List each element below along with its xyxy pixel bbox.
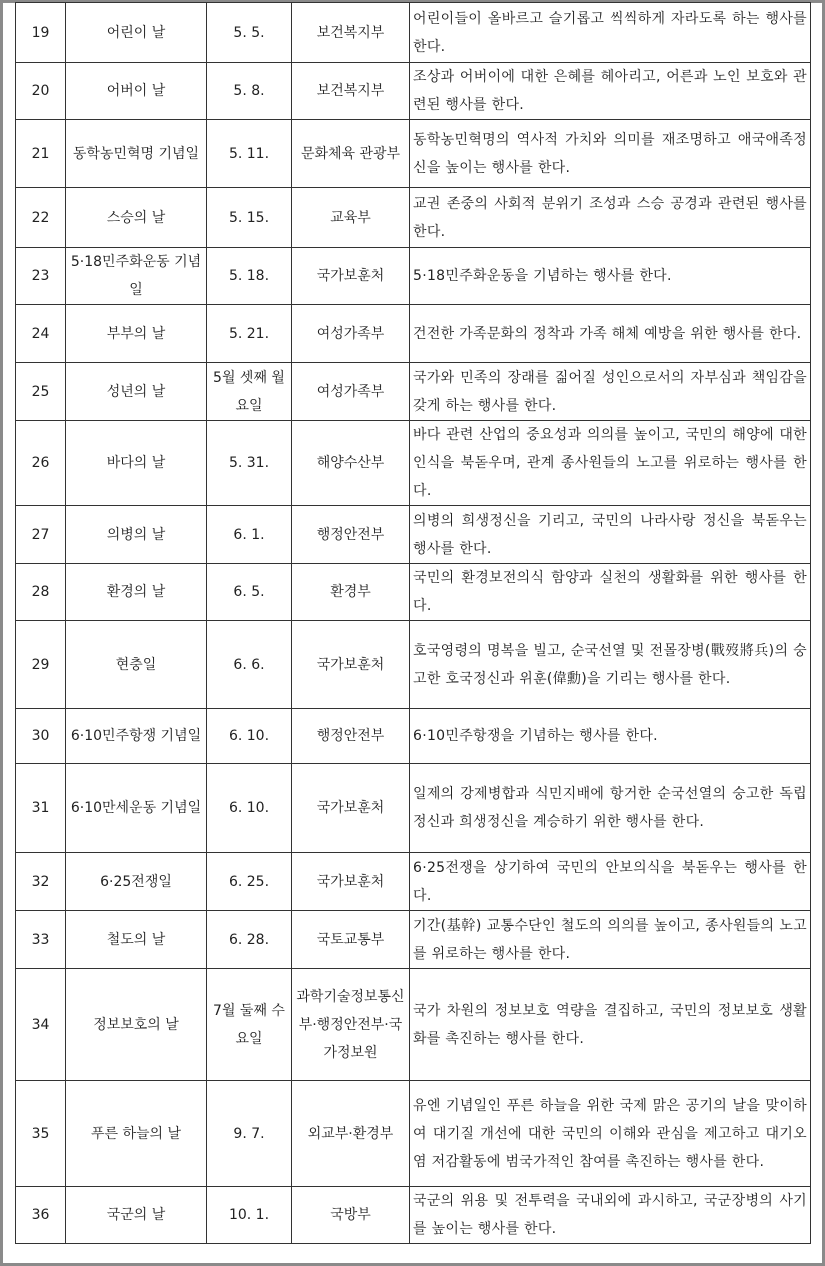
table-row (16, 1187, 811, 1244)
description: 어린이들이 올바르고 슬기롭고 씩씩하게 자라도록 하는 행사를 한다. (410, 3, 811, 63)
description: 동학농민혁명의 역사적 가치와 의미를 재조명하고 애국애족정신을 높이는 행사를 한다. (410, 120, 811, 188)
row-number: 32 (16, 853, 66, 911)
ministry: 국가보훈처 (292, 621, 410, 709)
day-name: 6·10민주항쟁 기념일 (66, 709, 207, 764)
description: 교권 존중의 사회적 분위기 조성과 스승 공경과 관련된 행사를 한다. (410, 188, 811, 248)
description: 6·10민주항쟁을 기념하는 행사를 한다. (410, 709, 811, 764)
ministry: 과학기술정보통신부·행정안전부·국가정보원 (292, 969, 410, 1081)
description: 건전한 가족문화의 정착과 가족 해체 예방을 위한 행사를 한다. (410, 305, 811, 363)
ministry: 국가보훈처 (292, 853, 410, 911)
description: 바다 관련 산업의 중요성과 의의를 높이고, 국민의 해양에 대한 인식을 북돋우며, 관계 종사원들의 노고를 위로하는 행사를 한다. (410, 421, 811, 506)
table-row (16, 969, 811, 1081)
description: 국민의 환경보전의식 함양과 실천의 생활화를 위한 행사를 한다. (410, 564, 811, 621)
row-number: 21 (16, 120, 66, 188)
day-date: 5. 5. (207, 3, 292, 63)
table-row (16, 709, 811, 764)
description: 호국영령의 명복을 빌고, 순국선열 및 전몰장병(戰歿將兵)의 숭고한 호국정신과 위훈(偉勳)을 기리는 행사를 한다. (410, 621, 811, 709)
day-name: 현충일 (66, 621, 207, 709)
table-row (16, 363, 811, 421)
day-name: 부부의 날 (66, 305, 207, 363)
table-row (16, 248, 811, 305)
day-name: 6·10만세운동 기념일 (66, 764, 207, 853)
table-row (16, 305, 811, 363)
day-date: 5월 셋째 월요일 (207, 363, 292, 421)
description: 기간(基幹) 교통수단인 철도의 의의를 높이고, 종사원들의 노고를 위로하는 행사를 한다. (410, 911, 811, 969)
day-date: 5. 18. (207, 248, 292, 305)
description: 5·18민주화운동을 기념하는 행사를 한다. (410, 248, 811, 305)
table-row (16, 621, 811, 709)
day-date: 6. 10. (207, 764, 292, 853)
ministry: 행정안전부 (292, 709, 410, 764)
ministry: 국토교통부 (292, 911, 410, 969)
day-name: 바다의 날 (66, 421, 207, 506)
table-row (16, 63, 811, 120)
row-number: 26 (16, 421, 66, 506)
description: 6·25전쟁을 상기하여 국민의 안보의식을 북돋우는 행사를 한다. (410, 853, 811, 911)
row-number: 28 (16, 564, 66, 621)
ministry: 교육부 (292, 188, 410, 248)
description: 일제의 강제병합과 식민지배에 항거한 순국선열의 숭고한 독립정신과 희생정신을 계승하기 위한 행사를 한다. (410, 764, 811, 853)
ministry: 해양수산부 (292, 421, 410, 506)
row-number: 23 (16, 248, 66, 305)
description: 국군의 위용 및 전투력을 국내외에 과시하고, 국군장병의 사기를 높이는 행사를 한다. (410, 1187, 811, 1244)
day-date: 6. 25. (207, 853, 292, 911)
day-date: 5. 31. (207, 421, 292, 506)
day-name: 국군의 날 (66, 1187, 207, 1244)
ministry: 보건복지부 (292, 63, 410, 120)
row-number: 22 (16, 188, 66, 248)
day-date: 5. 15. (207, 188, 292, 248)
day-name: 철도의 날 (66, 911, 207, 969)
day-date: 6. 1. (207, 506, 292, 564)
day-name: 6·25전쟁일 (66, 853, 207, 911)
description: 의병의 희생정신을 기리고, 국민의 나라사랑 정신을 북돋우는 행사를 한다. (410, 506, 811, 564)
day-name: 의병의 날 (66, 506, 207, 564)
ministry: 국가보훈처 (292, 764, 410, 853)
row-number: 35 (16, 1081, 66, 1187)
day-date: 9. 7. (207, 1081, 292, 1187)
ministry: 행정안전부 (292, 506, 410, 564)
ministry: 문화체육 관광부 (292, 120, 410, 188)
day-date: 10. 1. (207, 1187, 292, 1244)
day-name: 어린이 날 (66, 3, 207, 63)
day-date: 5. 21. (207, 305, 292, 363)
row-number: 29 (16, 621, 66, 709)
table-row (16, 911, 811, 969)
day-name: 정보보호의 날 (66, 969, 207, 1081)
row-number: 27 (16, 506, 66, 564)
row-number: 33 (16, 911, 66, 969)
table-row (16, 506, 811, 564)
description: 유엔 기념일인 푸른 하늘을 위한 국제 맑은 공기의 날을 맞이하여 대기질 개선에 대한 국민의 이해와 관심을 제고하고 대기오염 저감활동에 범국가적인 참여를 촉진하는 행사를 한다. (410, 1081, 811, 1187)
description: 국가와 민족의 장래를 짊어질 성인으로서의 자부심과 책임감을 갖게 하는 행사를 한다. (410, 363, 811, 421)
ministry: 외교부·환경부 (292, 1081, 410, 1187)
ministry: 보건복지부 (292, 3, 410, 63)
table-row (16, 1081, 811, 1187)
ministry: 환경부 (292, 564, 410, 621)
day-date: 6. 10. (207, 709, 292, 764)
day-date: 6. 6. (207, 621, 292, 709)
row-number: 20 (16, 63, 66, 120)
day-name: 동학농민혁명 기념일 (66, 120, 207, 188)
table-row (16, 421, 811, 506)
row-number: 19 (16, 3, 66, 63)
day-name: 환경의 날 (66, 564, 207, 621)
ministry: 국가보훈처 (292, 248, 410, 305)
day-date: 6. 28. (207, 911, 292, 969)
table-row (16, 764, 811, 853)
row-number: 30 (16, 709, 66, 764)
table-row (16, 853, 811, 911)
day-name: 어버이 날 (66, 63, 207, 120)
table-row (16, 564, 811, 621)
description: 국가 차원의 정보보호 역량을 결집하고, 국민의 정보보호 생활화를 촉진하는 행사를 한다. (410, 969, 811, 1081)
ministry: 국방부 (292, 1187, 410, 1244)
ministry: 여성가족부 (292, 363, 410, 421)
commemoration-days-table (15, 2, 811, 1244)
row-number: 31 (16, 764, 66, 853)
day-date: 7월 둘째 수요일 (207, 969, 292, 1081)
day-name: 푸른 하늘의 날 (66, 1081, 207, 1187)
row-number: 36 (16, 1187, 66, 1244)
row-number: 25 (16, 363, 66, 421)
row-number: 34 (16, 969, 66, 1081)
ministry: 여성가족부 (292, 305, 410, 363)
day-date: 6. 5. (207, 564, 292, 621)
description: 조상과 어버이에 대한 은혜를 헤아리고, 어른과 노인 보호와 관련된 행사를 한다. (410, 63, 811, 120)
table-row (16, 120, 811, 188)
day-name: 스승의 날 (66, 188, 207, 248)
table-row (16, 3, 811, 63)
day-name: 5·18민주화운동 기념일 (66, 248, 207, 305)
day-name: 성년의 날 (66, 363, 207, 421)
row-number: 24 (16, 305, 66, 363)
day-date: 5. 11. (207, 120, 292, 188)
table-row (16, 188, 811, 248)
day-date: 5. 8. (207, 63, 292, 120)
